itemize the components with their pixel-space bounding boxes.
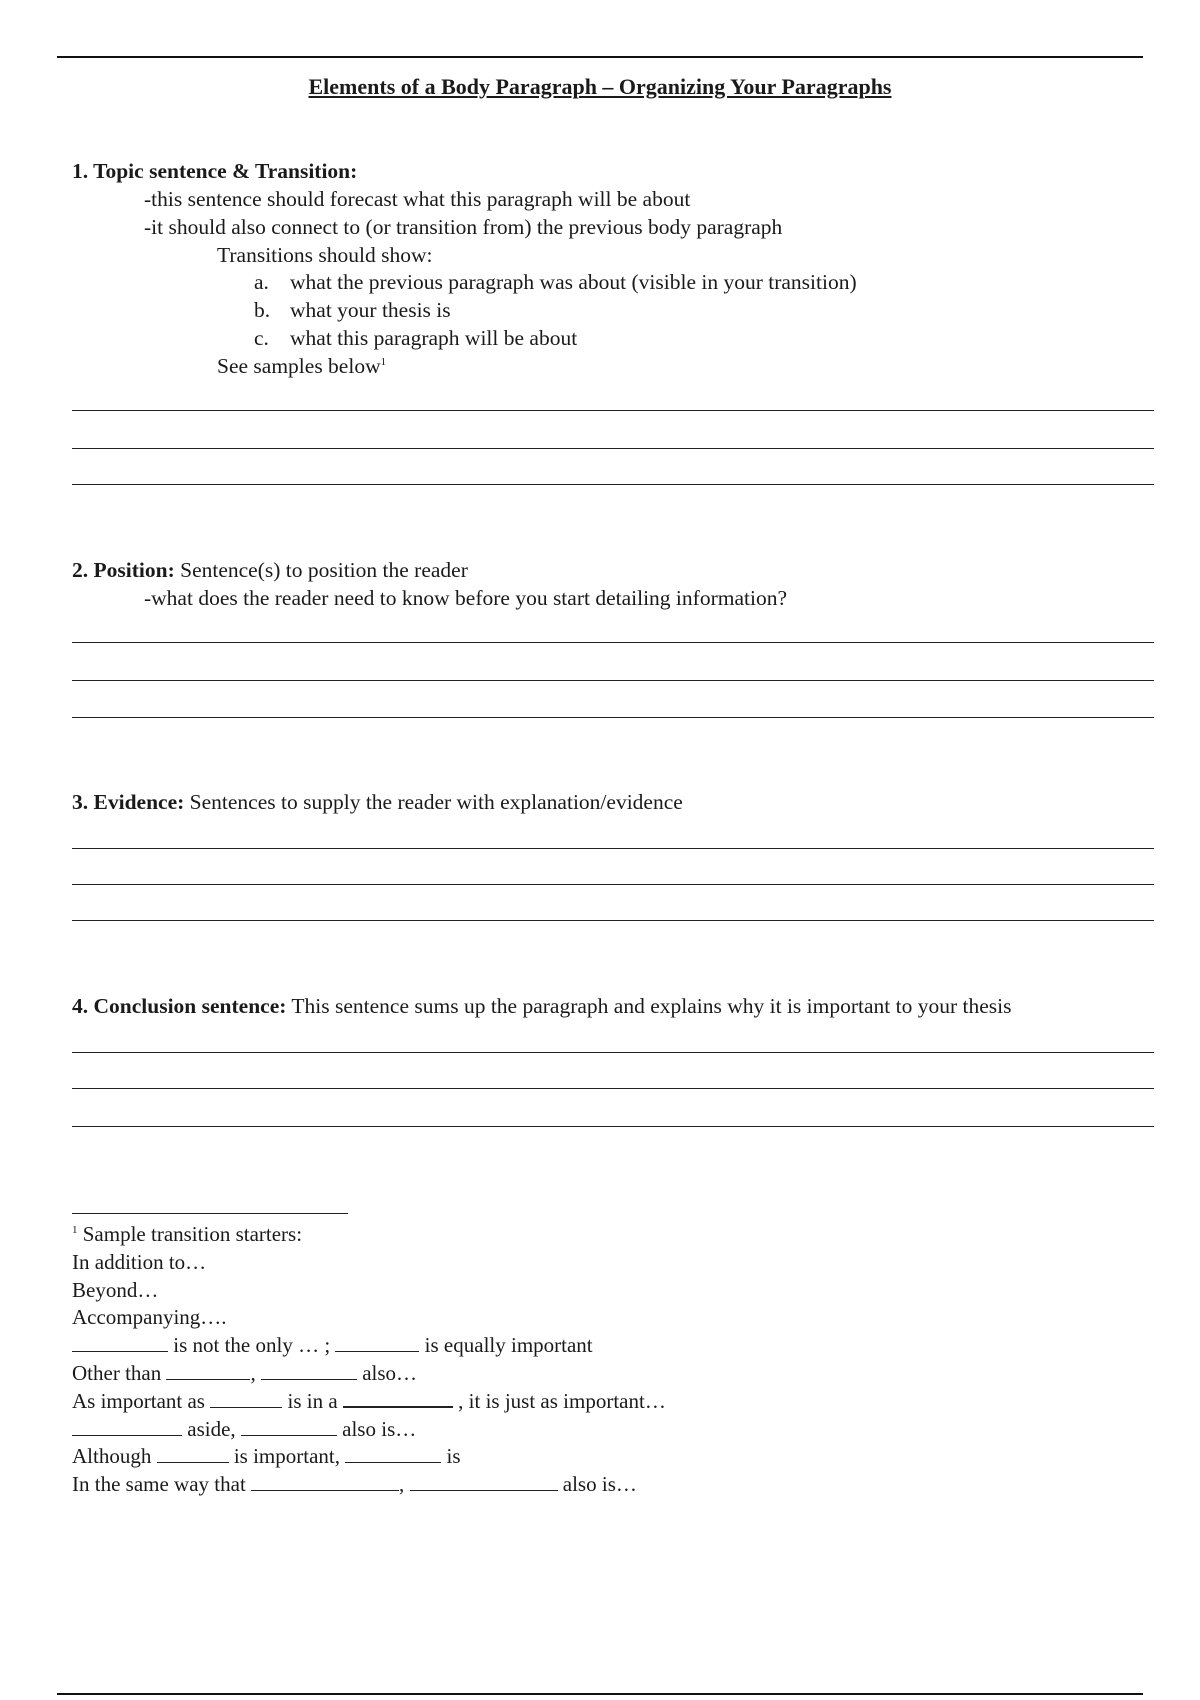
page-title: Elements of a Body Paragraph – Organizing Your Paragraphs (308, 74, 892, 99)
header-rule (57, 56, 1143, 58)
section-3-heading: 3. Evidence: Sentences to supply the reader with explanation/evidence (72, 790, 683, 814)
transition-starter: Other than , also… (72, 1361, 418, 1385)
answer-line[interactable] (72, 920, 1154, 921)
answer-line[interactable] (72, 1088, 1154, 1089)
list-item-c: c. (254, 326, 269, 350)
section-2-bullet: -what does the reader need to know before you start detailing information? (144, 586, 787, 610)
transition-starter: Accompanying…. (72, 1305, 227, 1329)
transition-starter: Although is important, is (72, 1444, 461, 1468)
answer-line[interactable] (72, 1126, 1154, 1127)
footer-rule (57, 1693, 1143, 1695)
section-1-heading: 1. Topic sentence & Transition: (72, 159, 358, 183)
list-item-b-text: what your thesis is (290, 298, 451, 322)
answer-line[interactable] (72, 884, 1154, 885)
answer-line[interactable] (72, 642, 1154, 643)
transition-starter: aside, also is… (72, 1415, 416, 1443)
transition-starter: In addition to… (72, 1250, 207, 1274)
list-item-b: b. (254, 298, 271, 322)
section-1-bullet-2: -it should also connect to (or transition from) the previous body paragraph (144, 215, 783, 239)
answer-line[interactable] (72, 848, 1154, 849)
answer-line[interactable] (72, 410, 1154, 411)
transition-starter: In the same way that , also is… (72, 1472, 637, 1496)
list-item-a-text: what the previous paragraph was about (visible in your transition) (290, 270, 857, 294)
list-item-a: a. (254, 270, 269, 294)
transition-starter: is not the only … ; is equally important (72, 1331, 593, 1359)
answer-line[interactable] (72, 484, 1154, 485)
answer-line[interactable] (72, 680, 1154, 681)
section-4-heading: 4. Conclusion sentence: This sentence sums up the paragraph and explains why it is important to your thesis (72, 994, 1012, 1018)
section-2-heading: 2. Position: Sentence(s) to position the reader (72, 558, 468, 582)
transition-starter: As important as is in a , it is just as important… (72, 1389, 666, 1413)
section-1-bullet-1: -this sentence should forecast what this paragraph will be about (144, 187, 691, 211)
answer-line[interactable] (72, 1052, 1154, 1053)
footnote-separator (72, 1213, 348, 1214)
transitions-label: Transitions should show: (217, 243, 433, 267)
footnote-ref: 1 (380, 355, 387, 368)
answer-line[interactable] (72, 717, 1154, 718)
see-samples: See samples below$^1$ (217, 354, 387, 378)
list-item-c-text: what this paragraph will be about (290, 326, 578, 350)
answer-line[interactable] (72, 448, 1154, 449)
transition-starter: Beyond… (72, 1278, 159, 1302)
footnote-label: $^1$ Sample transition starters: (72, 1222, 303, 1246)
